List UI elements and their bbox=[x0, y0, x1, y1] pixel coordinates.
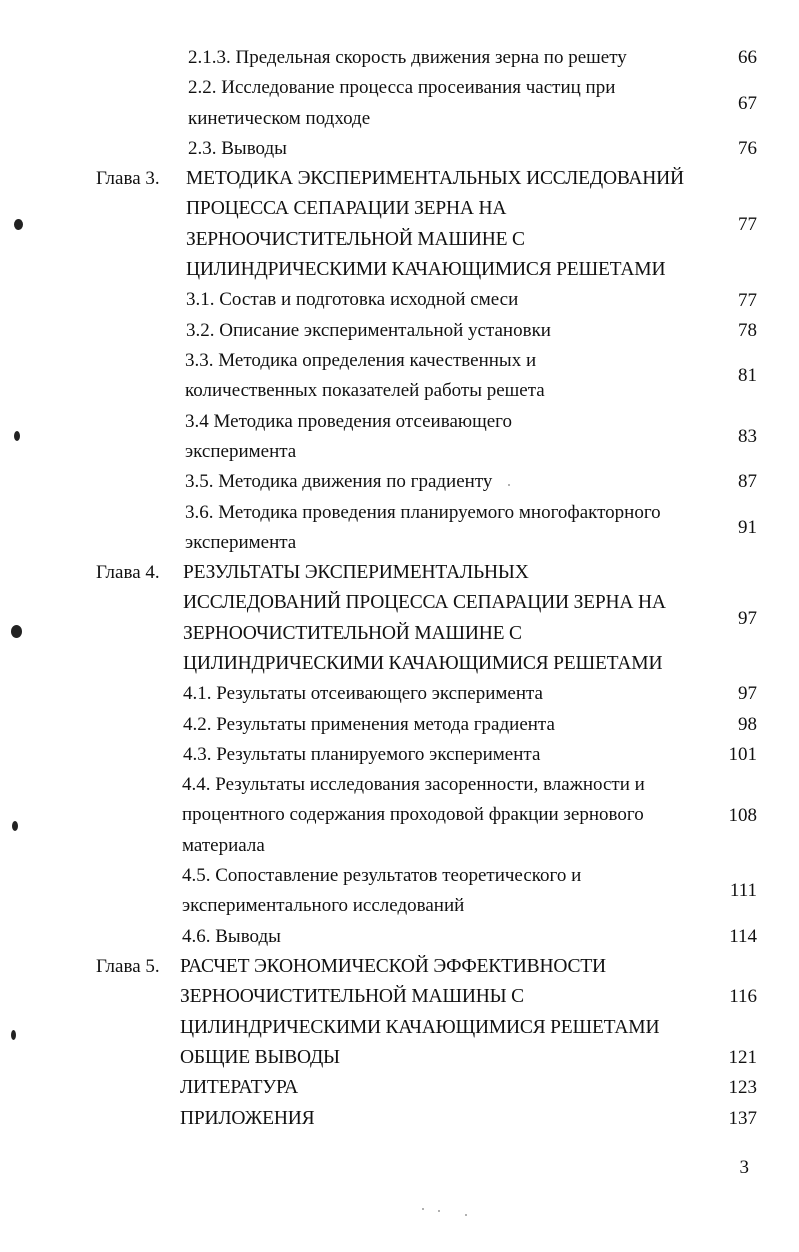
toc-entry bbox=[0, 1073, 799, 1103]
toc-entry bbox=[0, 710, 799, 740]
entry-page-number: 78 bbox=[738, 319, 757, 341]
toc-entry bbox=[0, 1043, 799, 1073]
entry-title-line: 3.6. Методика проведения планируемого многофакторного bbox=[185, 501, 661, 523]
entry-page-number: 77 bbox=[738, 289, 757, 311]
entry-page-number: 101 bbox=[728, 744, 757, 766]
entry-title-line: РЕЗУЛЬТАТЫ ЭКСПЕРИМЕНТАЛЬНЫХ bbox=[183, 562, 529, 584]
scan-mark bbox=[12, 821, 18, 831]
entry-page-number: 98 bbox=[738, 713, 757, 735]
entry-title-line: ЗЕРНООЧИСТИТЕЛЬНОЙ МАШИНЫ С bbox=[180, 986, 524, 1008]
entry-page-number: 81 bbox=[738, 365, 757, 387]
entry-page-number: 121 bbox=[728, 1047, 757, 1069]
scan-mark bbox=[14, 219, 23, 230]
toc-entry bbox=[0, 73, 799, 134]
entry-title-line: ЗЕРНООЧИСТИТЕЛЬНОЙ МАШИНЕ С bbox=[183, 622, 522, 644]
entry-title-line: ПРИЛОЖЕНИЯ bbox=[180, 1107, 315, 1129]
chapter-label: Глава 4. bbox=[96, 562, 160, 584]
entry-title-line: 3.5. Методика движения по градиенту bbox=[185, 471, 493, 493]
entry-title-line: 2.3. Выводы bbox=[188, 137, 287, 159]
entry-title-line: ПРОЦЕССА СЕПАРАЦИИ ЗЕРНА НА bbox=[186, 198, 507, 220]
entry-page-number: 91 bbox=[738, 516, 757, 538]
entry-title-line: количественных показателей работы решета bbox=[185, 380, 545, 402]
toc-entry bbox=[0, 285, 799, 315]
chapter-label: Глава 3. bbox=[96, 168, 160, 190]
entry-title-line: 3.2. Описание экспериментальной установки bbox=[186, 319, 551, 341]
entry-title-line: 2.1.3. Предельная скорость движения зерна по решету bbox=[188, 47, 627, 68]
scan-mark bbox=[14, 431, 20, 441]
toc-entry bbox=[0, 467, 799, 497]
entry-title-line: 4.1. Результаты отсеивающего эксперимента bbox=[183, 683, 543, 705]
entry-page-number: 137 bbox=[728, 1107, 757, 1129]
entry-page-number: 97 bbox=[738, 683, 757, 705]
entry-page-number: 83 bbox=[738, 425, 757, 447]
toc-entry bbox=[0, 679, 799, 709]
entry-title-line: 4.2. Результаты применения метода градиента bbox=[183, 713, 555, 735]
toc-entry bbox=[0, 43, 799, 73]
scan-speck bbox=[422, 1208, 424, 1210]
toc-entry bbox=[0, 316, 799, 346]
toc-entry bbox=[0, 770, 799, 861]
toc-entry bbox=[0, 558, 799, 679]
toc-entry bbox=[0, 861, 799, 922]
toc-entry bbox=[0, 922, 799, 952]
entry-title-line: 4.4. Результаты исследования засоренности, влажности и bbox=[182, 774, 645, 796]
entry-page-number: 77 bbox=[738, 213, 757, 235]
entry-page-number: 87 bbox=[738, 471, 757, 493]
entry-title-line: 4.5. Сопоставление результатов теоретического и bbox=[182, 865, 582, 887]
chapter-label: Глава 5. bbox=[96, 956, 160, 977]
toc-entry bbox=[0, 346, 799, 407]
entry-title-line: эксперимента bbox=[185, 440, 297, 462]
entry-page-number: 114 bbox=[729, 925, 757, 947]
entry-page-number: 76 bbox=[738, 138, 757, 160]
entry-page-number: 67 bbox=[738, 92, 757, 114]
entry-title-line: 2.2. Исследование процесса просеивания частиц при bbox=[188, 77, 616, 99]
scan-speck bbox=[465, 1214, 467, 1216]
toc-entry bbox=[0, 498, 799, 559]
entry-title-line: 3.1. Состав и подготовка исходной смеси bbox=[186, 289, 519, 311]
entry-title-line: ЦИЛИНДРИЧЕСКИМИ КАЧАЮЩИМИСЯ РЕШЕТАМИ bbox=[186, 259, 666, 281]
scan-speck bbox=[438, 1210, 440, 1212]
entry-title-line: 4.3. Результаты планируемого эксперимента bbox=[183, 743, 541, 765]
toc-entry bbox=[0, 1104, 799, 1134]
toc-entry bbox=[0, 952, 799, 1043]
entry-title-line: процентного содержания проходовой фракции зернового bbox=[182, 804, 644, 826]
entry-page-number: 116 bbox=[729, 986, 757, 1008]
entry-title-line: МЕТОДИКА ЭКСПЕРИМЕНТАЛЬНЫХ ИССЛЕДОВАНИЙ bbox=[186, 168, 684, 190]
entry-title-line: ЗЕРНООЧИСТИТЕЛЬНОЙ МАШИНЕ С bbox=[186, 228, 525, 250]
scan-speck bbox=[508, 484, 510, 486]
toc-entry bbox=[0, 407, 799, 468]
entry-title-line: кинетическом подходе bbox=[188, 107, 371, 129]
entry-title-line: эксперимента bbox=[185, 531, 297, 553]
entry-title-line: экспериментального исследований bbox=[182, 895, 465, 917]
entry-page-number: 111 bbox=[729, 880, 757, 902]
entry-title-line: ЛИТЕРАТУРА bbox=[180, 1077, 298, 1099]
entry-page-number: 108 bbox=[728, 804, 757, 826]
toc-entry bbox=[0, 164, 799, 285]
toc-entry bbox=[0, 740, 799, 770]
entry-page-number: 66 bbox=[738, 47, 757, 69]
entry-title-line: ИССЛЕДОВАНИЙ ПРОЦЕССА СЕПАРАЦИИ ЗЕРНА НА bbox=[183, 592, 666, 614]
entry-title-line: 4.6. Выводы bbox=[182, 925, 281, 947]
entry-page-number: 123 bbox=[728, 1077, 757, 1099]
entry-title-line: ОБЩИЕ ВЫВОДЫ bbox=[180, 1046, 340, 1068]
entry-title-line: РАСЧЕТ ЭКОНОМИЧЕСКОЙ ЭФФЕКТИВНОСТИ bbox=[180, 956, 606, 977]
entry-title-line: 3.3. Методика определения качественных и bbox=[185, 350, 537, 371]
toc-entry bbox=[0, 134, 799, 164]
scan-mark bbox=[11, 625, 22, 638]
entry-title-line: 3.4 Методика проведения отсеивающего bbox=[185, 410, 512, 432]
entry-title-line: материала bbox=[182, 834, 265, 856]
scan-mark bbox=[11, 1030, 16, 1040]
entry-title-line: ЦИЛИНДРИЧЕСКИМИ КАЧАЮЩИМИСЯ РЕШЕТАМИ bbox=[183, 652, 663, 674]
page-number: 3 bbox=[739, 1157, 749, 1178]
entry-title-line: ЦИЛИНДРИЧЕСКИМИ КАЧАЮЩИМИСЯ РЕШЕТАМИ bbox=[180, 1016, 660, 1038]
entry-page-number: 97 bbox=[738, 607, 757, 629]
